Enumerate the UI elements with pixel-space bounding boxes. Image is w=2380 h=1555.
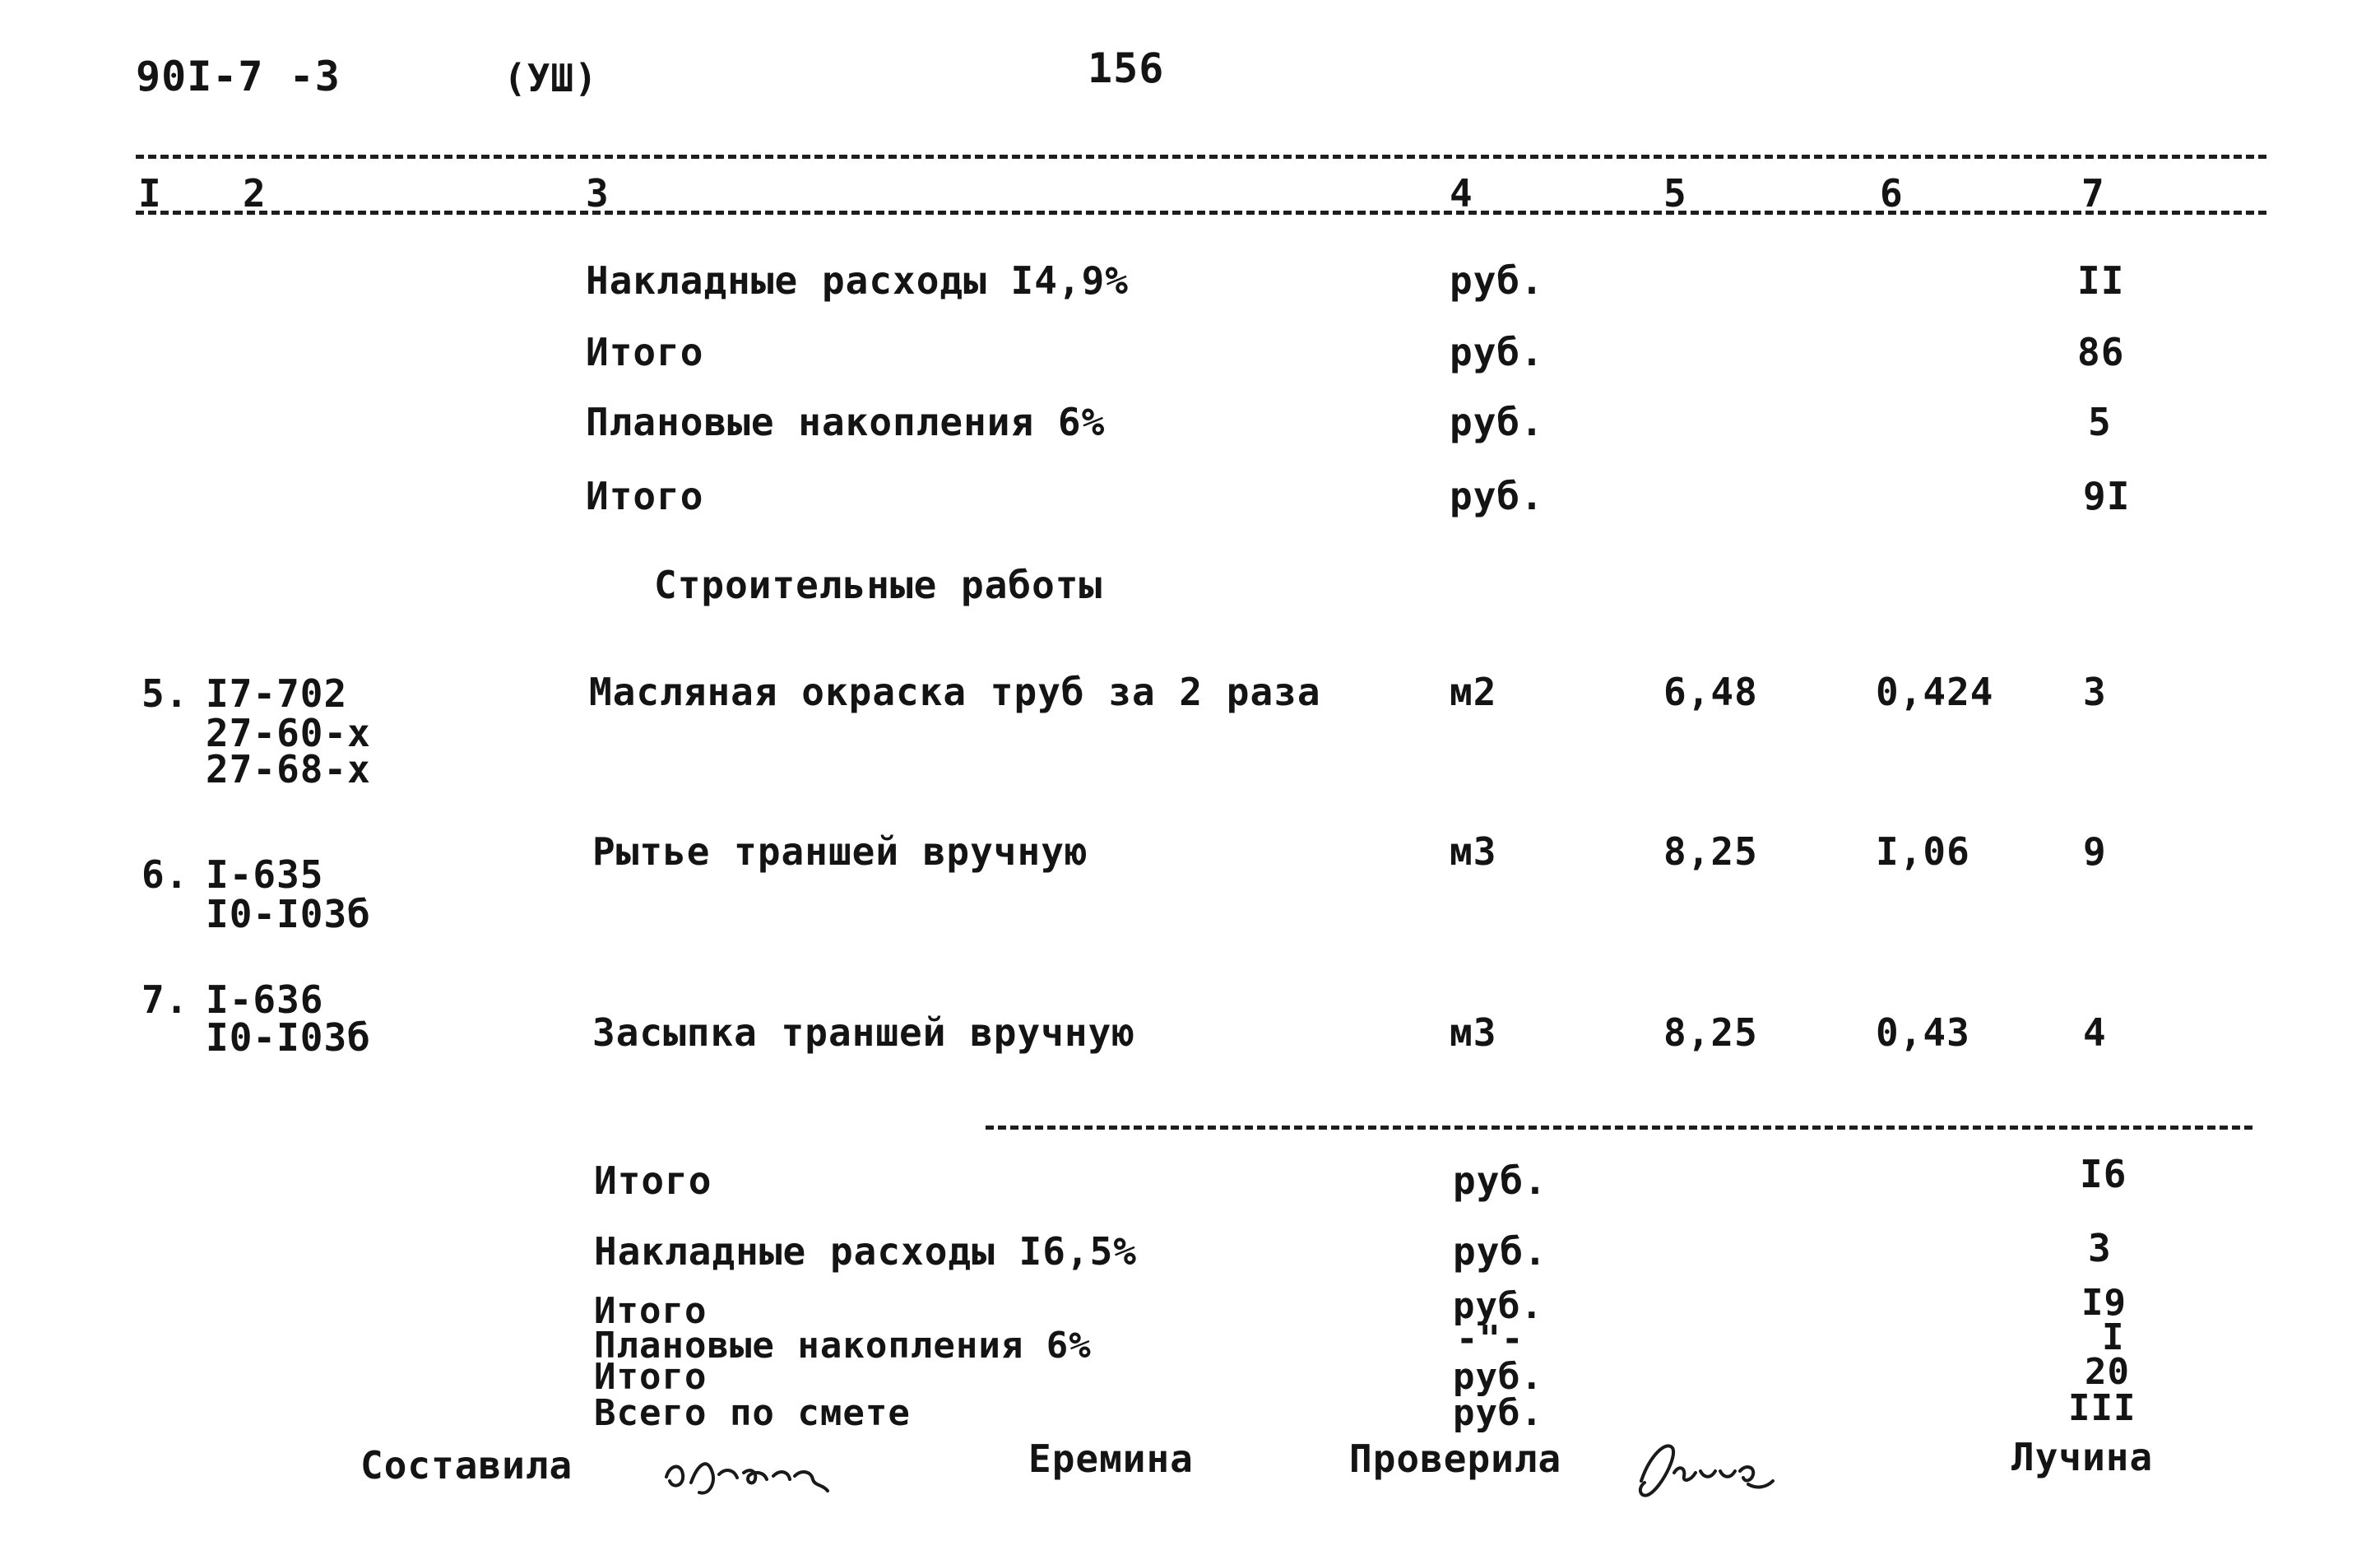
summary-unit: руб. bbox=[1450, 400, 1544, 444]
item-unit: м3 bbox=[1450, 829, 1497, 874]
column-number-3: 3 bbox=[586, 171, 610, 216]
item-price: 0,43 bbox=[1876, 1010, 1970, 1055]
summary-amount: 20 bbox=[2085, 1351, 2130, 1393]
compiler-signature-icon bbox=[658, 1432, 897, 1514]
summary-unit: руб. bbox=[1453, 1229, 1547, 1274]
item-code: I-635 bbox=[206, 852, 324, 897]
summary-amount: 86 bbox=[2077, 330, 2125, 374]
summary-unit: руб. bbox=[1453, 1356, 1543, 1398]
item-quantity: 6,48 bbox=[1663, 670, 1758, 714]
summary-label: Накладные расходы I6,5% bbox=[594, 1229, 1137, 1274]
summary-amount: III bbox=[2068, 1387, 2136, 1429]
item-number: 5. bbox=[142, 671, 189, 716]
summary-unit: руб. bbox=[1453, 1285, 1543, 1327]
checker-signature-icon bbox=[1625, 1423, 1789, 1514]
summary-label: Накладные расходы I4,9% bbox=[586, 258, 1129, 303]
item-price: 0,424 bbox=[1876, 670, 1994, 714]
item-number: 6. bbox=[142, 852, 189, 897]
summary-label: Итого bbox=[594, 1158, 712, 1203]
item-code: I0-I03б bbox=[206, 892, 371, 936]
summary-amount: 9I bbox=[2083, 474, 2131, 518]
item-code: I-636 bbox=[206, 977, 324, 1022]
checked-by-name: Лучина bbox=[2011, 1435, 2154, 1479]
item-code: 27-68-х bbox=[206, 747, 371, 791]
summary-amount: II bbox=[2077, 258, 2125, 303]
table-top-rule bbox=[136, 155, 2266, 159]
summary-amount: I9 bbox=[2081, 1282, 2127, 1324]
column-number-7: 7 bbox=[2081, 171, 2105, 216]
summary-unit: -"- bbox=[1456, 1318, 1524, 1360]
item-quantity: 8,25 bbox=[1663, 1010, 1758, 1055]
column-number-6: 6 bbox=[1880, 171, 1904, 216]
page-number: 156 bbox=[1088, 44, 1165, 92]
item-unit: м3 bbox=[1450, 1010, 1497, 1055]
column-header-rule bbox=[136, 211, 2266, 215]
item-price: I,06 bbox=[1876, 829, 1970, 874]
summary-label: Итого bbox=[594, 1356, 708, 1398]
summary-label: Итого bbox=[586, 330, 704, 374]
item-amount: 3 bbox=[2083, 670, 2107, 714]
summary-amount: I bbox=[2102, 1316, 2125, 1358]
item-unit: м2 bbox=[1450, 670, 1497, 714]
doc-part: (УШ) bbox=[503, 56, 598, 100]
summary-label: Плановые накопления 6% bbox=[586, 400, 1106, 444]
summary-amount: 3 bbox=[2088, 1226, 2112, 1270]
compiled-by-label: Составила bbox=[360, 1443, 573, 1488]
summary-unit: руб. bbox=[1450, 474, 1544, 518]
summary-amount: 5 bbox=[2088, 400, 2112, 444]
item-description: Засыпка траншей вручную bbox=[592, 1010, 1135, 1055]
summary-label: Всего по смете bbox=[594, 1392, 911, 1434]
column-number-2: 2 bbox=[243, 171, 267, 216]
item-description: Масляная окраска труб за 2 раза bbox=[589, 670, 1321, 714]
summary-unit: руб. bbox=[1450, 258, 1544, 303]
column-number-1: I bbox=[138, 171, 162, 216]
subtotal-rule bbox=[986, 1126, 2252, 1130]
item-number: 7. bbox=[142, 977, 189, 1022]
item-code: 27-60-х bbox=[206, 711, 371, 755]
column-number-4: 4 bbox=[1450, 171, 1473, 216]
item-amount: 4 bbox=[2083, 1010, 2107, 1055]
summary-label: Итого bbox=[586, 474, 704, 518]
summary-unit: руб. bbox=[1453, 1158, 1547, 1203]
compiled-by-name: Еремина bbox=[1028, 1437, 1194, 1481]
summary-label: Итого bbox=[594, 1290, 708, 1332]
column-number-5: 5 bbox=[1663, 171, 1687, 216]
item-amount: 9 bbox=[2083, 829, 2107, 874]
item-quantity: 8,25 bbox=[1663, 829, 1758, 874]
summary-amount: I6 bbox=[2080, 1152, 2127, 1196]
summary-unit: руб. bbox=[1450, 330, 1544, 374]
doc-code: 90I-7 -3 bbox=[136, 53, 341, 100]
item-code: I7-702 bbox=[206, 671, 348, 716]
item-code: I0-I03б bbox=[206, 1015, 371, 1060]
summary-unit: руб. bbox=[1453, 1392, 1543, 1434]
checked-by-label: Проверила bbox=[1349, 1437, 1562, 1481]
section-title: Строительные работы bbox=[654, 563, 1103, 607]
item-description: Рытье траншей вручную bbox=[592, 829, 1088, 874]
summary-label: Плановые накопления 6% bbox=[594, 1325, 1092, 1367]
